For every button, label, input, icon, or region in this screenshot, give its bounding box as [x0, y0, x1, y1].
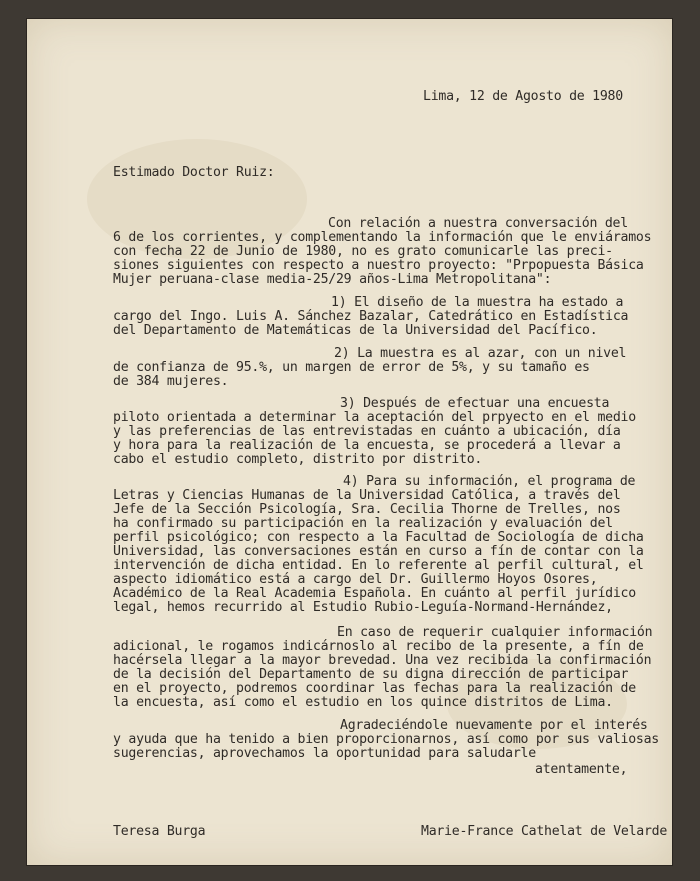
paragraph-line: perfil psicológico; con respecto a la Facultad de Sociología de dicha [113, 530, 644, 545]
paragraph-line: cabo el estudio completo, distrito por distrito. [113, 452, 483, 467]
paragraph-line: la encuesta, así como el estudio en los quince distritos de Lima. [113, 695, 613, 710]
paragraph-line: con fecha 22 de Junio de 1980, no es grato comunicarle las preci- [113, 244, 613, 259]
letter-sheet [27, 19, 672, 865]
paragraph-line: Agradeciéndole nuevamente por el interés [340, 718, 648, 733]
paragraph-line: hacérsela llegar a la mayor brevedad. Una vez recibida la confirmación [113, 653, 652, 668]
paragraph-line: 3) Después de efectuar una encuesta [340, 396, 610, 411]
paragraph-line: Letras y Ciencias Humanas de la Universidad Católica, a través del [113, 488, 621, 503]
paragraph-line: y ayuda que ha tenido a bien proporcionarnos, así como por sus valiosas [113, 732, 659, 747]
paragraph-line: 6 de los corrientes, y complementando la información que le enviáramos [113, 230, 652, 245]
paragraph-line: piloto orientada a determinar la aceptación del prpyecto en el medio [113, 410, 636, 425]
paragraph-line: de 384 mujeres. [113, 374, 229, 389]
signature-left: Teresa Burga [113, 824, 206, 839]
paragraph-line: adicional, le rogamos indicárnoslo al recibo de la presente, a fín de [113, 639, 644, 654]
paragraph-line: Jefe de la Sección Psicología, Sra. Cecilia Thorne de Trelles, nos [113, 502, 621, 517]
paragraph-line: 2) La muestra es al azar, con un nivel [334, 346, 627, 361]
paragraph-line: Universidad, las conversaciones están en curso a fín de contar con la [113, 544, 644, 559]
paragraph-line: y las preferencias de las entrevistadas en cuánto a ubicación, día [113, 424, 621, 439]
salutation: Estimado Doctor Ruiz: [113, 165, 275, 180]
paragraph-line: Académico de la Real Academia Española. En cuánto al perfil jurídico [113, 586, 636, 601]
paragraph-line: cargo del Ingo. Luis A. Sánchez Bazalar, Catedrático en Estadística [113, 309, 629, 324]
paragraph-line: legal, hemos recurrido al Estudio Rubio-Leguía-Normand-Hernández, [113, 600, 613, 615]
paragraph-line: y hora para la realización de la encuesta, se procederá a llevar a [113, 438, 621, 453]
paragraph-line: 4) Para su información, el programa de [343, 474, 636, 489]
paragraph-line: 1) El diseño de la muestra ha estado a [331, 295, 624, 310]
paragraph-line: Con relación a nuestra conversación del [328, 216, 628, 231]
paragraph-line: En caso de requerir cualquier información [337, 625, 653, 640]
signature-right: Marie-France Cathelat de Velarde [421, 824, 668, 839]
paragraph-line: aspecto idiomático está a cargo del Dr. Guillermo Hoyos Osores, [113, 572, 598, 587]
paragraph-line: siones siguientes con respecto a nuestro proyecto: "Prpopuesta Básica [113, 258, 644, 273]
paragraph-line: del Departamento de Matemáticas de la Universidad del Pacífico. [113, 323, 598, 338]
paragraph-line: en el proyecto, podremos coordinar las fechas para la realización de [113, 681, 636, 696]
letter-date: Lima, 12 de Agosto de 1980 [423, 89, 623, 104]
paragraph-line: ha confirmado su participación en la realización y evaluación del [113, 516, 613, 531]
paragraph-line: sugerencias, aprovechamos la oportunidad para saludarle [113, 746, 536, 761]
paragraph-line: de la decisión del Departamento de su digna dirección de participar [113, 667, 629, 682]
paragraph-line: intervención de dicha entidad. En lo referente al perfil cultural, el [113, 558, 644, 573]
paragraph-line: de confianza de 95.%, un margen de error de 5%, y su tamaño es [113, 360, 590, 375]
paragraph-line: Mujer peruana-clase media-25/29 años-Lima Metropolitana": [113, 272, 552, 287]
closing: atentamente, [535, 762, 628, 777]
